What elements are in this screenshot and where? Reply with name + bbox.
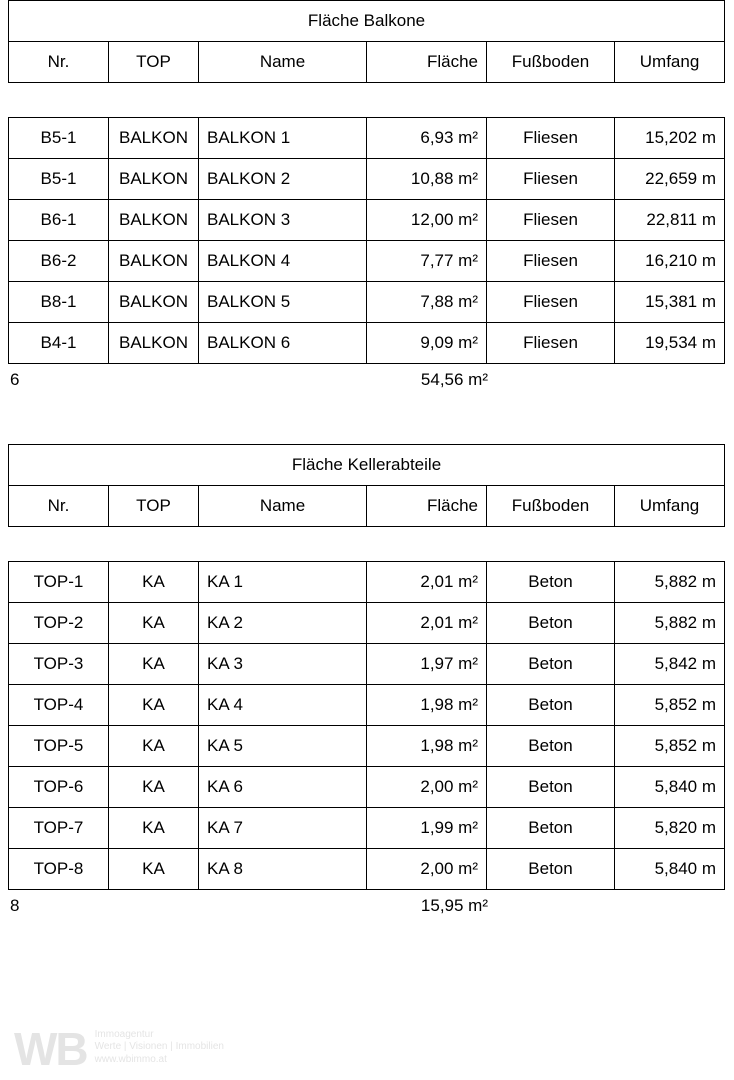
table-title: Fläche Kellerabteile xyxy=(9,445,725,486)
cell-fussboden: Fliesen xyxy=(487,118,615,159)
cell-name: BALKON 2 xyxy=(199,159,367,200)
cell-nr: B8-1 xyxy=(9,282,109,323)
cell-nr: B4-1 xyxy=(9,323,109,364)
column-header-fussboden: Fußboden xyxy=(487,486,615,527)
table-row xyxy=(9,849,725,890)
cell-flaeche: 1,97 m² xyxy=(367,644,487,685)
spacer xyxy=(8,398,726,444)
watermark-text xyxy=(95,1029,224,1071)
cell-umfang: 5,882 m xyxy=(615,562,725,603)
balconies-header-table xyxy=(8,0,725,83)
spacer xyxy=(8,83,726,117)
cell-top: BALKON xyxy=(109,118,199,159)
watermark xyxy=(14,1022,224,1075)
watermark-logo: WB xyxy=(14,1022,87,1075)
total-area: 15,95 m² xyxy=(420,896,488,915)
cell-name: KA 8 xyxy=(199,849,367,890)
table-header-row xyxy=(9,42,725,83)
cell-umfang: 22,811 m xyxy=(615,200,725,241)
table-row xyxy=(9,159,725,200)
cell-nr: TOP-2 xyxy=(9,603,109,644)
cell-fussboden: Beton xyxy=(487,849,615,890)
cell-umfang: 5,852 m xyxy=(615,685,725,726)
cell-flaeche: 2,00 m² xyxy=(367,767,487,808)
watermark-line-1: Immoagentur xyxy=(94,1028,154,1040)
table-title-row xyxy=(9,1,725,42)
column-header-top: TOP xyxy=(109,486,199,527)
cellars-body-table xyxy=(8,561,725,890)
cell-name: BALKON 6 xyxy=(199,323,367,364)
table-row xyxy=(9,767,725,808)
table-header-row xyxy=(9,486,725,527)
cell-nr: TOP-5 xyxy=(9,726,109,767)
cell-flaeche: 2,01 m² xyxy=(367,603,487,644)
cell-name: KA 2 xyxy=(199,603,367,644)
cell-name: KA 4 xyxy=(199,685,367,726)
cell-umfang: 5,882 m xyxy=(615,603,725,644)
cell-fussboden: Beton xyxy=(487,726,615,767)
cell-fussboden: Beton xyxy=(487,767,615,808)
cell-umfang: 5,820 m xyxy=(615,808,725,849)
cell-top: BALKON xyxy=(109,200,199,241)
cell-top: BALKON xyxy=(109,323,199,364)
cell-umfang: 5,852 m xyxy=(615,726,725,767)
cell-flaeche: 1,99 m² xyxy=(367,808,487,849)
column-header-umfang: Umfang xyxy=(615,42,725,83)
table-row xyxy=(9,118,725,159)
column-header-nr: Nr. xyxy=(9,486,109,527)
cell-umfang: 19,534 m xyxy=(615,323,725,364)
cell-top: BALKON xyxy=(109,282,199,323)
cell-nr: TOP-8 xyxy=(9,849,109,890)
table-row xyxy=(9,808,725,849)
cell-nr: TOP-4 xyxy=(9,685,109,726)
total-count: 8 xyxy=(10,896,20,915)
cell-top: KA xyxy=(109,726,199,767)
cell-fussboden: Beton xyxy=(487,603,615,644)
cell-flaeche: 9,09 m² xyxy=(367,323,487,364)
cell-fussboden: Fliesen xyxy=(487,159,615,200)
column-header-name: Name xyxy=(199,42,367,83)
table-row xyxy=(9,644,725,685)
cell-flaeche: 2,00 m² xyxy=(367,849,487,890)
cell-flaeche: 6,93 m² xyxy=(367,118,487,159)
cell-name: KA 1 xyxy=(199,562,367,603)
cell-name: BALKON 1 xyxy=(199,118,367,159)
cell-flaeche: 1,98 m² xyxy=(367,726,487,767)
table-row xyxy=(9,282,725,323)
cell-name: KA 7 xyxy=(199,808,367,849)
balconies-totals xyxy=(8,364,724,398)
watermark-line-3: www.wbimmo.at xyxy=(94,1053,167,1065)
column-header-umfang: Umfang xyxy=(615,486,725,527)
cell-umfang: 5,840 m xyxy=(615,849,725,890)
cell-umfang: 22,659 m xyxy=(615,159,725,200)
cell-top: BALKON xyxy=(109,159,199,200)
cell-umfang: 5,840 m xyxy=(615,767,725,808)
cell-name: KA 5 xyxy=(199,726,367,767)
cell-nr: B5-1 xyxy=(9,159,109,200)
cell-fussboden: Beton xyxy=(487,808,615,849)
cell-flaeche: 12,00 m² xyxy=(367,200,487,241)
cell-fussboden: Beton xyxy=(487,685,615,726)
cell-umfang: 15,381 m xyxy=(615,282,725,323)
cell-fussboden: Beton xyxy=(487,644,615,685)
cell-fussboden: Beton xyxy=(487,562,615,603)
cellars-totals xyxy=(8,890,724,924)
cell-nr: TOP-7 xyxy=(9,808,109,849)
cell-flaeche: 7,88 m² xyxy=(367,282,487,323)
table-row xyxy=(9,603,725,644)
cell-name: BALKON 5 xyxy=(199,282,367,323)
cell-umfang: 16,210 m xyxy=(615,241,725,282)
cell-nr: B6-2 xyxy=(9,241,109,282)
cell-fussboden: Fliesen xyxy=(487,282,615,323)
cell-flaeche: 1,98 m² xyxy=(367,685,487,726)
cell-nr: TOP-3 xyxy=(9,644,109,685)
total-area: 54,56 m² xyxy=(420,370,488,389)
cell-umfang: 5,842 m xyxy=(615,644,725,685)
table-row xyxy=(9,726,725,767)
cell-flaeche: 10,88 m² xyxy=(367,159,487,200)
cell-top: KA xyxy=(109,562,199,603)
cell-flaeche: 7,77 m² xyxy=(367,241,487,282)
column-header-nr: Nr. xyxy=(9,42,109,83)
cell-top: KA xyxy=(109,767,199,808)
column-header-top: TOP xyxy=(109,42,199,83)
cell-top: BALKON xyxy=(109,241,199,282)
table-title: Fläche Balkone xyxy=(9,1,725,42)
cell-fussboden: Fliesen xyxy=(487,241,615,282)
cell-nr: TOP-1 xyxy=(9,562,109,603)
cell-name: BALKON 4 xyxy=(199,241,367,282)
cell-nr: B5-1 xyxy=(9,118,109,159)
total-count: 6 xyxy=(10,370,20,389)
balconies-body-table xyxy=(8,117,725,364)
table-row xyxy=(9,562,725,603)
table-row xyxy=(9,241,725,282)
cell-fussboden: Fliesen xyxy=(487,323,615,364)
spacer xyxy=(8,527,726,561)
cellars-header-table xyxy=(8,444,725,527)
cell-flaeche: 2,01 m² xyxy=(367,562,487,603)
cell-nr: TOP-6 xyxy=(9,767,109,808)
column-header-fussboden: Fußboden xyxy=(487,42,615,83)
column-header-flaeche: Fläche xyxy=(367,42,487,83)
cell-name: KA 3 xyxy=(199,644,367,685)
watermark-line-2: Werte | Visionen | Immobilien xyxy=(94,1041,224,1052)
cell-top: KA xyxy=(109,808,199,849)
table-row xyxy=(9,685,725,726)
column-header-flaeche: Fläche xyxy=(367,486,487,527)
cell-fussboden: Fliesen xyxy=(487,200,615,241)
column-header-name: Name xyxy=(199,486,367,527)
cell-name: BALKON 3 xyxy=(199,200,367,241)
cell-top: KA xyxy=(109,685,199,726)
cell-top: KA xyxy=(109,849,199,890)
cell-umfang: 15,202 m xyxy=(615,118,725,159)
cell-name: KA 6 xyxy=(199,767,367,808)
cell-nr: B6-1 xyxy=(9,200,109,241)
cell-top: KA xyxy=(109,603,199,644)
table-row xyxy=(9,200,725,241)
table-row xyxy=(9,323,725,364)
table-title-row xyxy=(9,445,725,486)
cell-top: KA xyxy=(109,644,199,685)
